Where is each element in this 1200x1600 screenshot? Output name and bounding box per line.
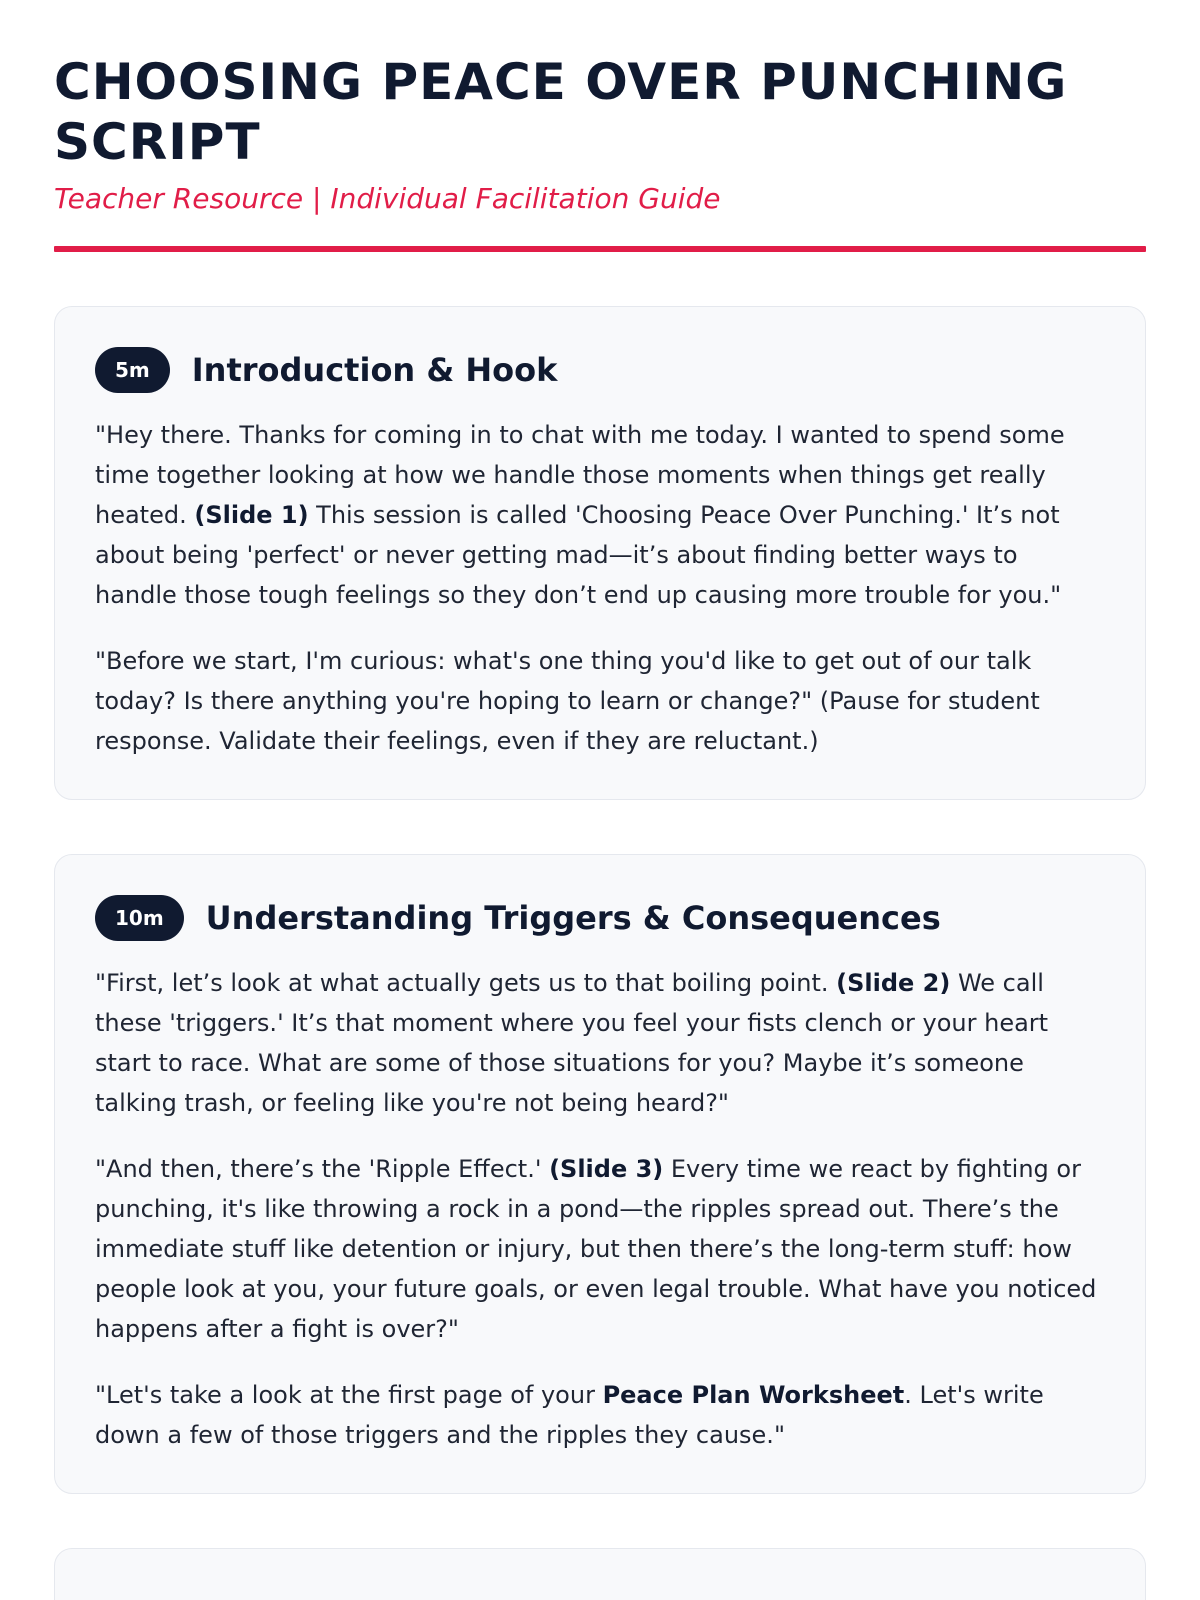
section-header (95, 347, 1105, 393)
document-header (54, 52, 1146, 252)
section-header (95, 895, 1105, 941)
time-badge: 5m (95, 347, 170, 393)
section-card-triggers (54, 854, 1146, 1494)
page-subtitle: Teacher Resource | Individual Facilitation Guide (54, 182, 721, 215)
bold-callout: (Slide 1) (194, 501, 309, 529)
script-paragraph (95, 1149, 1105, 1349)
bold-callout: Peace Plan Worksheet (602, 1381, 905, 1409)
script-text: "Before we start, I'm curious: what's one thing you'd like to get out of our talk today? Is there anything you're hoping to learn or change?" (Pause for student response. Validate their feelings, even if they are reluctant.) (95, 647, 1040, 755)
time-badge: 10m (95, 895, 184, 941)
script-text: This session is called 'Choosing Peace Over Punching.' It’s not about being 'perfect' or never getting mad—it’s about finding better ways to handle those tough feelings so they don’t end up causing more trouble for you." (95, 501, 1062, 609)
bold-callout: (Slide 3) (549, 1155, 664, 1183)
section-title: Introduction & Hook (191, 351, 558, 389)
script-text: "And then, there’s the 'Ripple Effect.' (95, 1155, 550, 1183)
script-paragraph (95, 641, 1105, 761)
script-text: "First, let’s look at what actually gets us to that boiling point. (95, 969, 837, 997)
page-title: CHOOSING PEACE OVER PUNCHING SCRIPT (54, 53, 1068, 171)
section-card-intro (54, 306, 1146, 800)
section-title: Understanding Triggers & Consequences (205, 899, 941, 937)
script-paragraph (95, 1375, 1105, 1455)
title-divider (54, 246, 1146, 252)
script-text: "Hey there. Thanks for coming in to chat with me today. I wanted to spend some time together looking at how we handle those moments when things get really heated. (95, 421, 1065, 529)
script-paragraph (95, 415, 1105, 615)
script-text: . Let's write down a few of those triggers and the ripples they cause." (95, 1381, 1044, 1449)
script-text: Every time we react by fighting or punching, it's like throwing a rock in a pond—the ripples spread out. There’s the immediate stuff like detention or injury, but then there’s the long-term stuff: how people look at you, your future goals, or even legal trouble. What have you noticed happens after a fight is over?" (95, 1155, 1097, 1343)
script-paragraph (95, 963, 1105, 1123)
script-text: We call these 'triggers.' It’s that moment where you feel your fists clench or your heart start to race. What are some of those situations for you? Maybe it’s someone talking trash, or feeling like you're not being heard?" (95, 969, 1049, 1117)
script-text: "Let's take a look at the first page of your (95, 1381, 603, 1409)
bold-callout: (Slide 2) (836, 969, 951, 997)
next-section-card (54, 1548, 1146, 1600)
